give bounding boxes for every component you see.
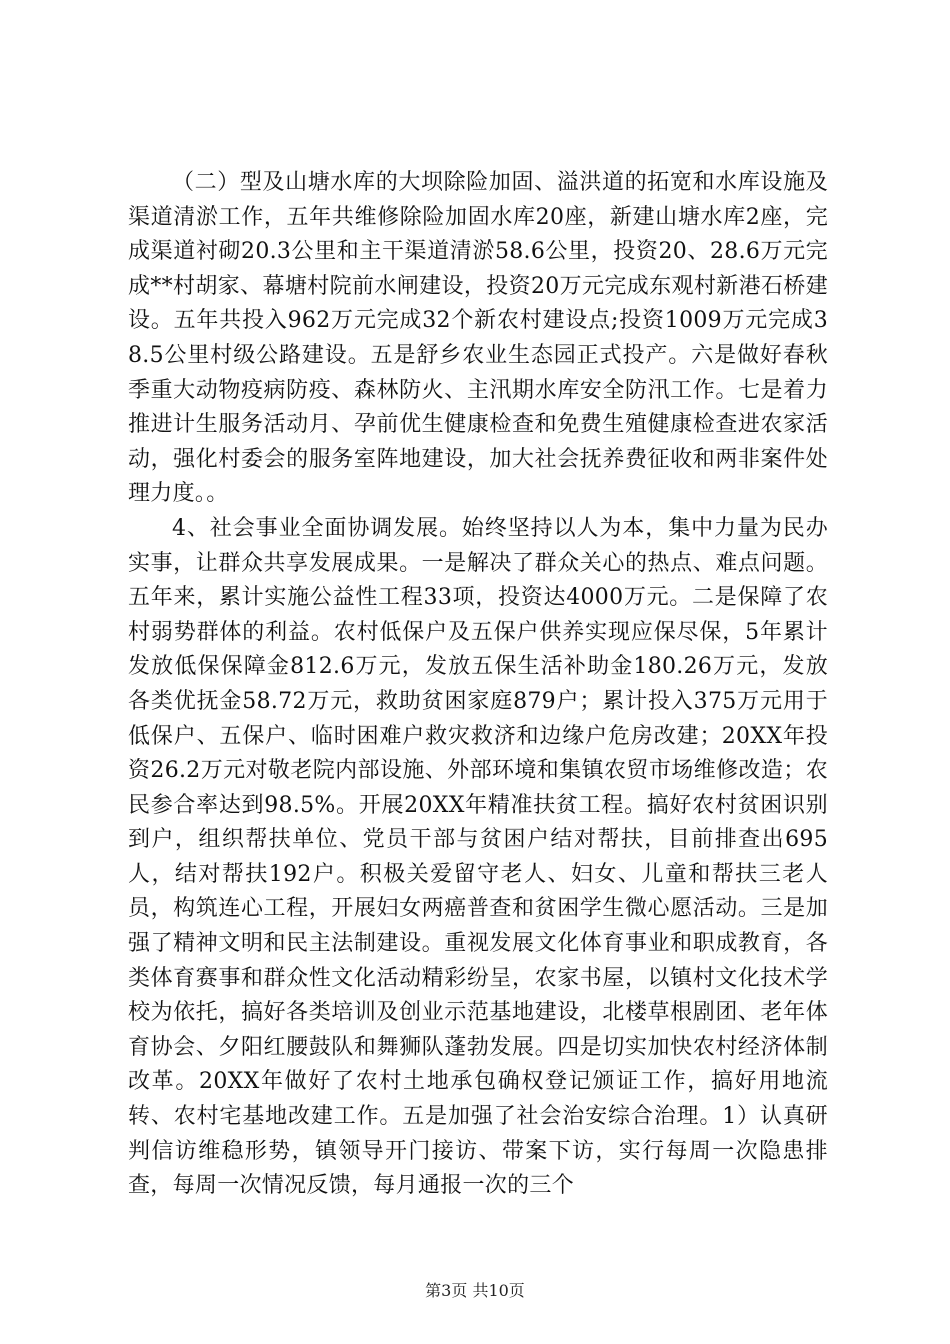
- paragraph-social-development: 4、社会事业全面协调发展。始终坚持以人为本，集中力量为民办实事，让群众共享发展成果。一是解决了群众关心的热点、难点问题。五年来，累计实施公益性工程33项，投资达4000万元。二是保障了农村弱势群体的利益。农村低保户及五保户供养实现应保尽保，5年累计发放低保保障金812.6万元，发放五保生活补助金180.26万元，发放各类优抚金58.72万元，救助贫困家庭879户；累计投入375万元用于低保户、五保户、临时困难户救灾救济和边缘户危房改建；20XX年投资26.2万元对敬老院内部设施、外部环境和集镇农贸市场维修改造；农民参合率达到98.5%。开展20XX年精准扶贫工程。搞好农村贫困识别到户，组织帮扶单位、党员干部与贫困户结对帮扶，目前排查出695人，结对帮扶192户。积极关爱留守老人、妇女、儿童和帮扶三老人员，构筑连心工程，开展妇女两癌普查和贫困学生微心愿活动。三是加强了精神文明和民主法制建设。重视发展文化体育事业和职成教育，各类体育赛事和群众性文化活动精彩纷呈，农家书屋，以镇村文化技术学校为依托，搞好各类培训及创业示范基地建设，北楼草根剧团、老年体育协会、夕阳红腰鼓队和舞狮队蓬勃发展。四是切实加快农村经济体制改革。20XX年做好了农村土地承包确权登记颁证工作，搞好用地流转、农村宅基地改建工作。五是加强了社会治安综合治理。1）认真研判信访维稳形势，镇领导开门接访、带案下访，实行每周一次隐患排查，每周一次情况反馈，每月通报一次的三个: [128, 515, 828, 1199]
- document-body: [128, 166, 828, 1204]
- paragraph-water-projects: （二）型及山塘水库的大坝除险加固、溢洪道的拓宽和水库设施及渠道清淤工作，五年共维修除险加固水库20座，新建山塘水库2座，完成渠道衬砌20.3公里和主干渠道清淤58.6公里，投资20、28.6万元完成**村胡家、幕塘村院前水闸建设，投资20万元完成东观村新港石桥建设。五年共投入962万元完成32个新农村建设点;投资1009万元完成38.5公里村级公路建设。五是舒乡农业生态园正式投产。六是做好春秋季重大动物疫病防疫、森林防火、主汛期水库安全防汛工作。七是着力推进计生服务活动月、孕前优生健康检查和免费生殖健康检查进农家活动，强化村委会的服务室阵地建设，加大社会抚养费征收和两非案件处理力度。。: [128, 170, 828, 507]
- page-footer: 第3页 共10页: [425, 1281, 525, 1300]
